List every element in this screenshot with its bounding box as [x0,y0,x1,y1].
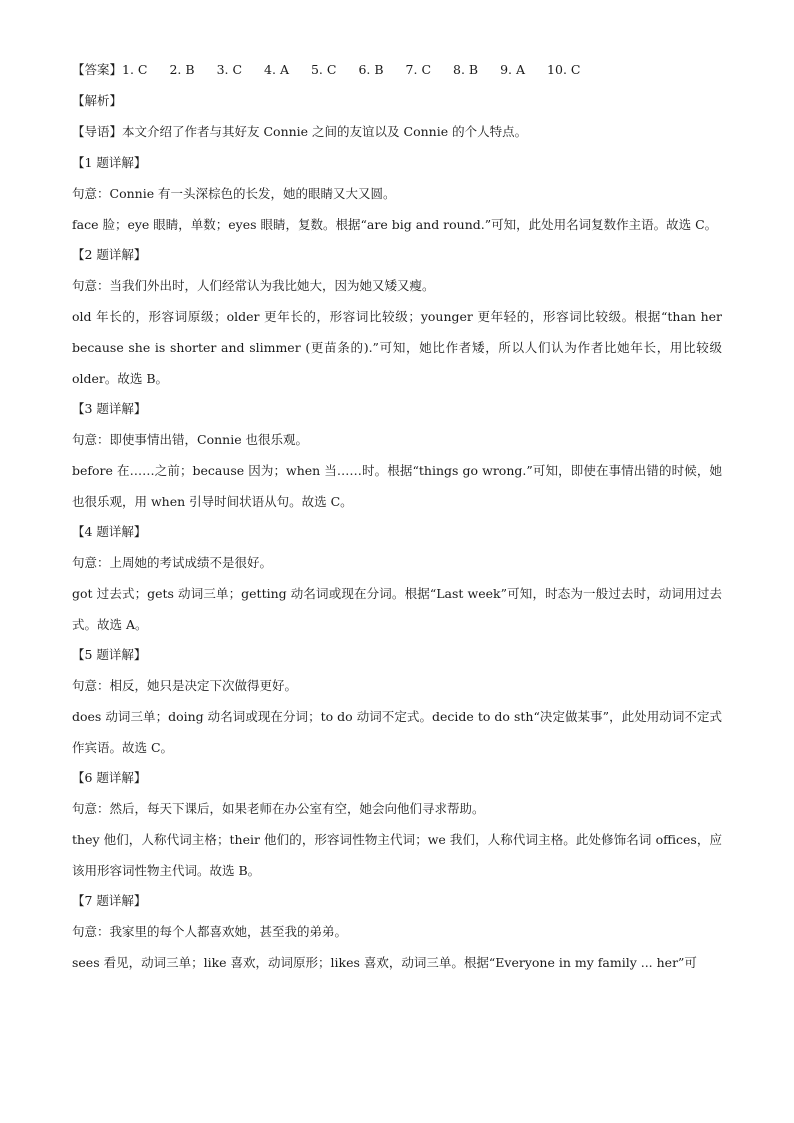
question-heading: 【7 题详解】 [72,893,147,908]
question-explanation: before 在……之前；because 因为；when 当……时。根据“things go wrong.”可知，即使在事情出错的时候，她也很乐观，用 when 引导时间状语从句。故选 C。 [72,463,722,509]
question-heading: 【3 题详解】 [72,401,147,416]
answer-item: 7. C [405,62,432,77]
question-heading: 【2 题详解】 [72,247,147,262]
question-meaning: 句意：Connie 有一头深棕色的长发，她的眼睛又大又圆。 [72,186,396,201]
question-explanation: got 过去式；gets 动词三单；getting 动名词或现在分词。根据“Last week”可知，时态为一般过去时，动词用过去式。故选 A。 [72,586,722,632]
question-heading: 【1 题详解】 [72,155,147,170]
question-explanation: old 年长的，形容词原级；older 更年长的，形容词比较级；younger 更年轻的，形容词比较级。根据“than her because she is shorter and slimmer (更苗条的).”可知，她比作者矮，所以人们认为作者比她年长，用比较级 older。故选 B。 [72,309,722,386]
question-explanation: does 动词三单；doing 动名词或现在分词；to do 动词不定式。decide to do sth“决定做某事”，此处用动词不定式作宾语。故选 C。 [72,709,722,755]
question-heading: 【6 题详解】 [72,770,147,785]
question-meaning: 句意：相反，她只是决定下次做得更好。 [72,678,298,693]
question-meaning: 句意：当我们外出时，人们经常认为我比她大，因为她又矮又瘦。 [72,278,435,293]
question-heading: 【4 题详解】 [72,524,147,539]
answer-item: 1. C [122,62,148,77]
intro-guide: 【导语】本文介绍了作者与其好友 Connie 之间的友谊以及 Connie 的个人特点。 [72,124,528,139]
question-meaning: 句意：然后，每天下课后，如果老师在办公室有空，她会向他们寻求帮助。 [72,801,485,816]
question-explanation: sees 看见，动词三单；like 喜欢，动词原形；likes 喜欢，动词三单。根据“Everyone in my family ... her”可 [72,955,697,970]
answer-item: 6. B [358,62,384,77]
question-meaning: 句意：上周她的考试成绩不是很好。 [72,555,273,570]
answer-item: 8. B [453,62,479,77]
answer-item: 9. A [500,62,526,77]
answer-item: 4. A [264,62,289,77]
answer-item: 2. B [169,62,195,77]
question-meaning: 句意：即使事情出错，Connie 也很乐观。 [72,432,309,447]
answer-key-label: 【答案】 [72,62,123,77]
question-heading: 【5 题详解】 [72,647,147,662]
analysis-heading: 【解析】 [72,93,123,108]
question-explanation: they 他们，人称代词主格；their 他们的，形容词性物主代词；we 我们，人称代词主格。此处修饰名词 offices，应该用形容词性物主代词。故选 B。 [72,832,722,878]
question-meaning: 句意：我家里的每个人都喜欢她，甚至我的弟弟。 [72,924,348,939]
question-explanation: face 脸；eye 眼睛，单数；eyes 眼睛，复数。根据“are big and round.”可知，此处用名词复数作主语。故选 C。 [72,217,718,232]
answer-item: 3. C [216,62,243,77]
answer-item: 10. C [547,62,581,77]
answer-analysis-section [72,62,722,985]
answer-key-row [72,62,722,78]
answer-item: 5. C [310,62,337,77]
